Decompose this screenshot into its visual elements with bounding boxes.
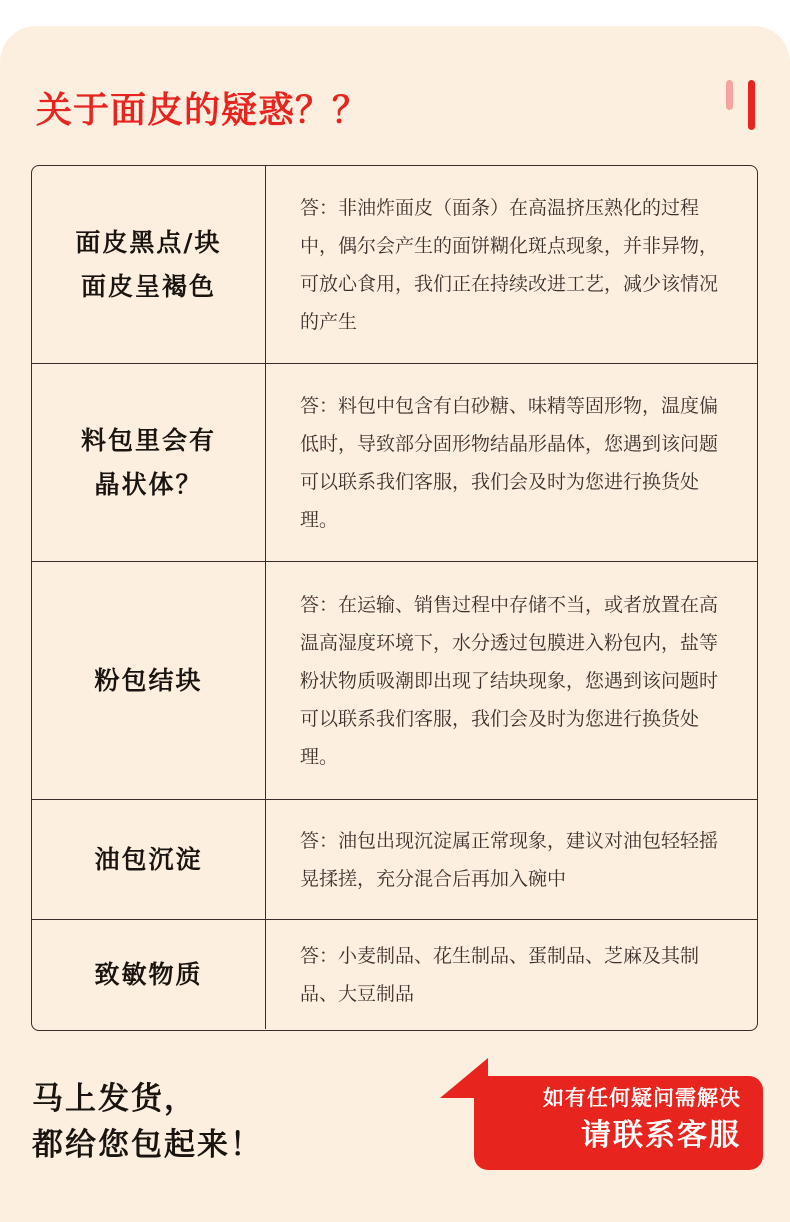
decor-bar-light bbox=[726, 80, 733, 110]
faq-question: 致敏物质 bbox=[32, 920, 266, 1029]
contact-customer-service-banner[interactable] bbox=[474, 1076, 763, 1170]
page-title: 关于面皮的疑惑？？ bbox=[36, 90, 370, 131]
faq-row bbox=[32, 800, 757, 920]
footer-slogan-line1: 马上发货， bbox=[32, 1081, 197, 1117]
faq-row bbox=[32, 166, 757, 364]
faq-row bbox=[32, 364, 757, 562]
cs-line2: 请联系客服 bbox=[581, 1118, 741, 1153]
faq-table bbox=[31, 165, 758, 1031]
faq-question: 粉包结块 bbox=[32, 562, 266, 799]
faq-row bbox=[32, 562, 757, 800]
decor-bar-red bbox=[748, 80, 755, 130]
faq-answer: 答：非油炸面皮（面条）在高温挤压熟化的过程中，偶尔会产生的面饼糊化斑点现象，并非异物，可放心食用，我们正在持续改进工艺，减少该情况的产生 bbox=[300, 196, 719, 333]
faq-question bbox=[32, 166, 266, 363]
faq-question bbox=[32, 364, 266, 561]
faq-answer: 答：油包出现沉淀属正常现象，建议对油包轻轻摇晃揉搓，充分混合后再加入碗中 bbox=[300, 829, 719, 890]
faq-question-line: 晶状体？ bbox=[94, 469, 203, 499]
footer-slogan bbox=[32, 1076, 263, 1168]
faq-answer: 答：小麦制品、花生制品、蛋制品、芝麻及其制品、大豆制品 bbox=[300, 944, 700, 1005]
faq-question-line: 料包里会有 bbox=[80, 425, 216, 455]
faq-question-line: 面皮呈褐色 bbox=[80, 271, 216, 301]
faq-answer: 答：在运输、销售过程中存储不当，或者放置在高温高湿度环境下，水分透过包膜进入粉包内，盐等粉状物质吸潮即出现了结块现象，您遇到该问题时可以联系我们客服，我们会及时为您进行换货处理。 bbox=[300, 593, 719, 768]
faq-question: 油包沉淀 bbox=[32, 800, 266, 919]
faq-question-line: 面皮黑点/块 bbox=[75, 227, 222, 257]
faq-answer: 答：料包中包含有白砂糖、味精等固形物，温度偏低时，导致部分固形物结晶形晶体，您遇到该问题可以联系我们客服，我们会及时为您进行换货处理。 bbox=[300, 394, 719, 531]
cs-line1: 如有任何疑问需解决 bbox=[543, 1086, 741, 1110]
footer-slogan-line2: 都给您包起来！ bbox=[32, 1127, 263, 1163]
faq-row bbox=[32, 920, 757, 1029]
